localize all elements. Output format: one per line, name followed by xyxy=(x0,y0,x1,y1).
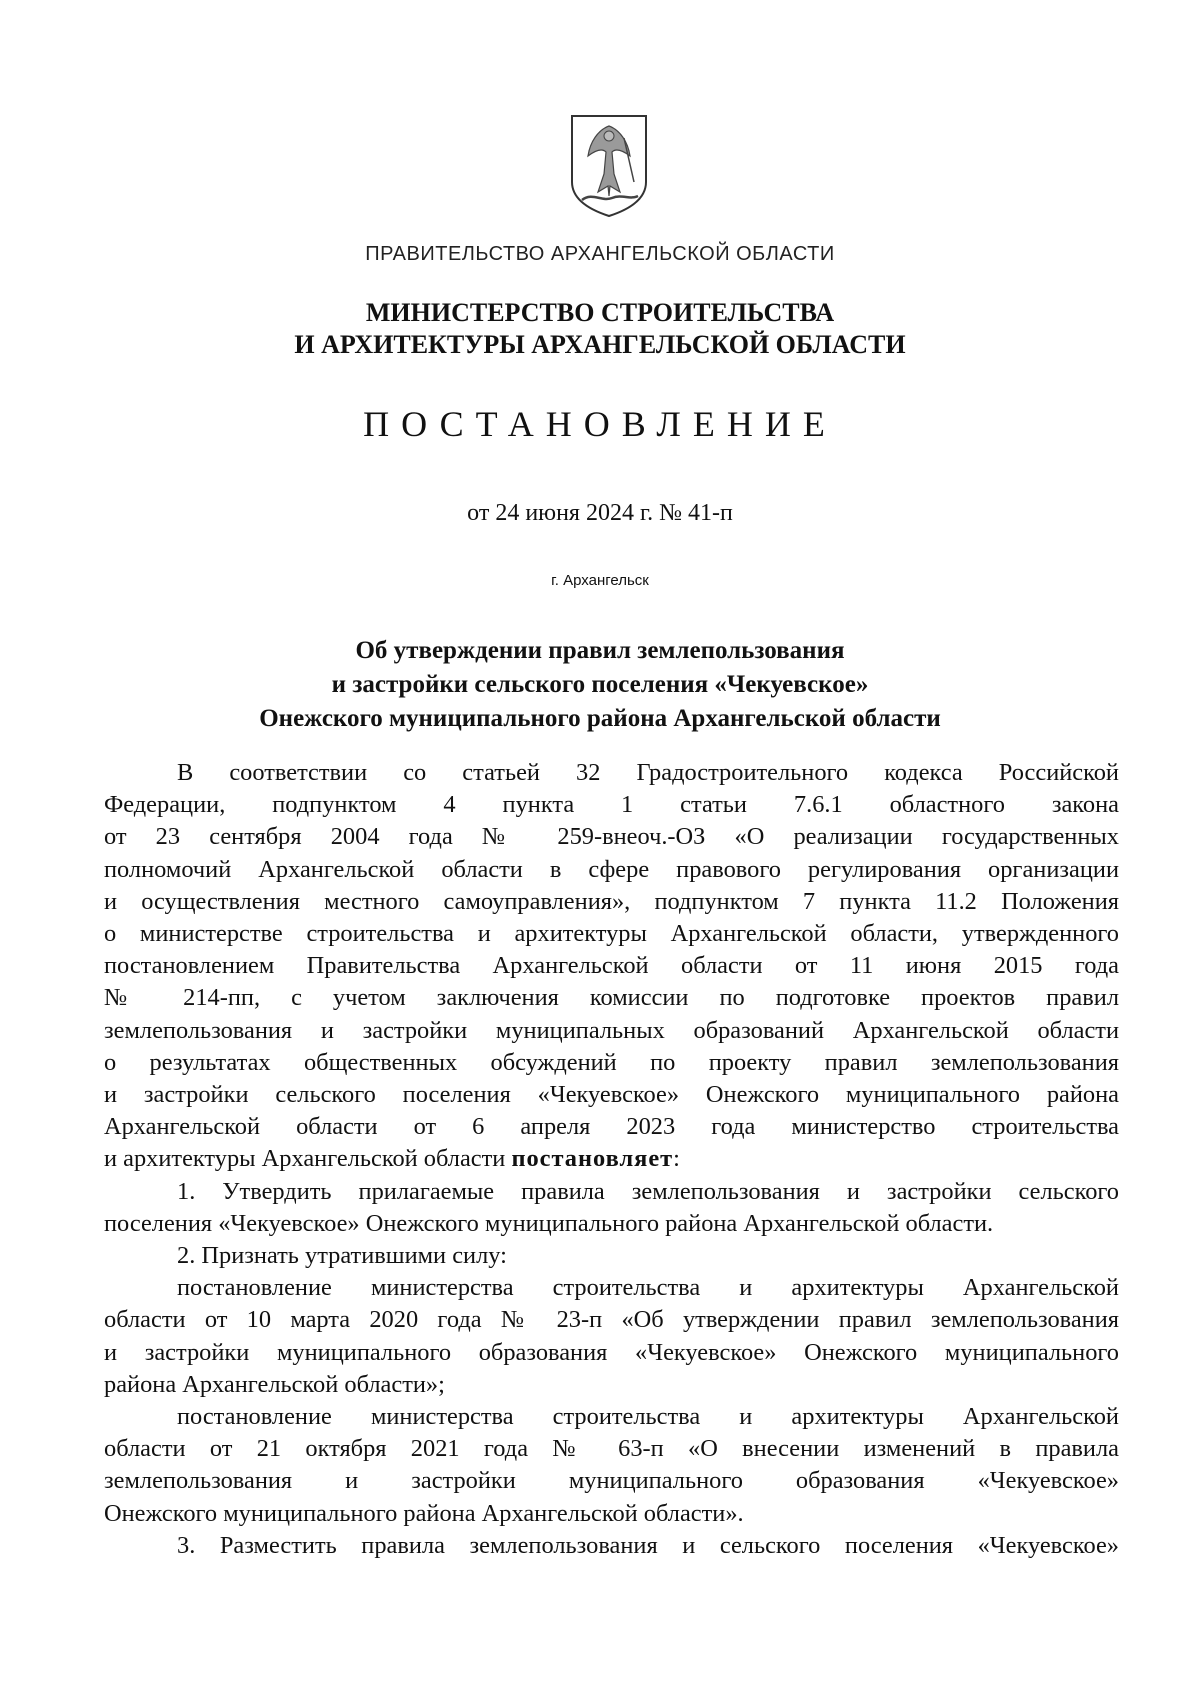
preamble-line: и застройки сельского поселения «Чекуевское» Онежского муниципального района xyxy=(104,1081,1119,1109)
item-2a-line: и застройки муниципального образования «Чекуевское» Онежского муниципального xyxy=(104,1338,1119,1366)
preamble-line: землепользования и застройки муниципальных образований Архангельской области xyxy=(104,1016,1119,1044)
subject-line-3: Онежского муниципального района Архангельской области xyxy=(259,705,941,732)
item-1-line: поселения «Чекуевское» Онежского муниципального района Архангельской области. xyxy=(104,1209,994,1237)
preamble-line: от 23 сентября 2004 года № 259-внеоч.-ОЗ «О реализации государственных xyxy=(104,823,1119,851)
resolves-keyword: постановляет xyxy=(511,1145,674,1173)
preamble-line-colon: : xyxy=(673,1145,680,1173)
preamble-final-line xyxy=(104,1143,1119,1175)
preamble-line: и осуществления местного самоуправления», подпунктом 7 пункта 11.2 Положения xyxy=(104,887,1119,915)
preamble-line: полномочий Архангельской области в сфере правового регулирования организации xyxy=(104,855,1119,883)
item-2a-line: области от 10 марта 2020 года № 23-п «Об утверждении правил землепользования xyxy=(104,1306,1119,1334)
item-2b-line: области от 21 октября 2021 года № 63-п «О внесении изменений в правила xyxy=(104,1435,1119,1463)
document-body xyxy=(104,757,1119,1562)
ministry-heading xyxy=(0,297,1200,361)
subject-line-2: и застройки сельского поселения «Чекуевское» xyxy=(331,671,869,698)
preamble-line: о министерстве строительства и архитектуры Архангельской области, утвержденного xyxy=(104,920,1119,948)
item-2b-line: постановление министерства строительства и архитектуры Архангельской xyxy=(177,1403,1119,1431)
document-city: г. Архангельск xyxy=(551,572,649,589)
item-2a-line: района Архангельской области»; xyxy=(104,1370,445,1398)
preamble-line: постановлением Правительства Архангельской области от 11 июня 2015 года xyxy=(104,952,1119,980)
government-heading: ПРАВИТЕЛЬСТВО АРХАНГЕЛЬСКОЙ ОБЛАСТИ xyxy=(365,243,835,265)
document-date-number: от 24 июня 2024 г. № 41-п xyxy=(467,500,733,526)
item-2-heading: 2. Признать утратившими силу: xyxy=(177,1242,507,1270)
coat-of-arms-emblem xyxy=(568,112,650,220)
item-1-line: 1. Утвердить прилагаемые правила землепользования и застройки сельского xyxy=(177,1177,1119,1205)
item-2b-line: землепользования и застройки муниципального образования «Чекуевское» xyxy=(104,1467,1119,1495)
ministry-line-2: И АРХИТЕКТУРЫ АРХАНГЕЛЬСКОЙ ОБЛАСТИ xyxy=(294,330,906,359)
preamble-line: № 214-пп, с учетом заключения комиссии по подготовке проектов правил xyxy=(104,984,1119,1012)
subject-line-1: Об утверждении правил землепользования xyxy=(355,637,845,664)
item-2a-line: постановление министерства строительства и архитектуры Архангельской xyxy=(177,1274,1119,1302)
preamble-line: В соответствии со статьей 32 Градостроительного кодекса Российской xyxy=(177,759,1119,786)
item-2b-line: Онежского муниципального района Архангельской области». xyxy=(104,1499,744,1527)
ministry-line-1: МИНИСТЕРСТВО СТРОИТЕЛЬСТВА xyxy=(365,298,835,327)
preamble-line: Архангельской области от 6 апреля 2023 года министерство строительства xyxy=(104,1113,1119,1141)
preamble-line-text: и архитектуры Архангельской области xyxy=(104,1145,512,1173)
preamble-line: Федерации, подпунктом 4 пункта 1 статьи 7.6.1 областного закона xyxy=(104,791,1119,819)
document-type-heading: ПОСТАНОВЛЕНИЕ xyxy=(363,404,837,444)
item-3-line: 3. Разместить правила землепользования и сельского поселения «Чекуевское» xyxy=(177,1531,1119,1559)
document-subject-title xyxy=(0,634,1200,736)
preamble-line: о результатах общественных обсуждений по проекту правил землепользования xyxy=(104,1048,1119,1076)
